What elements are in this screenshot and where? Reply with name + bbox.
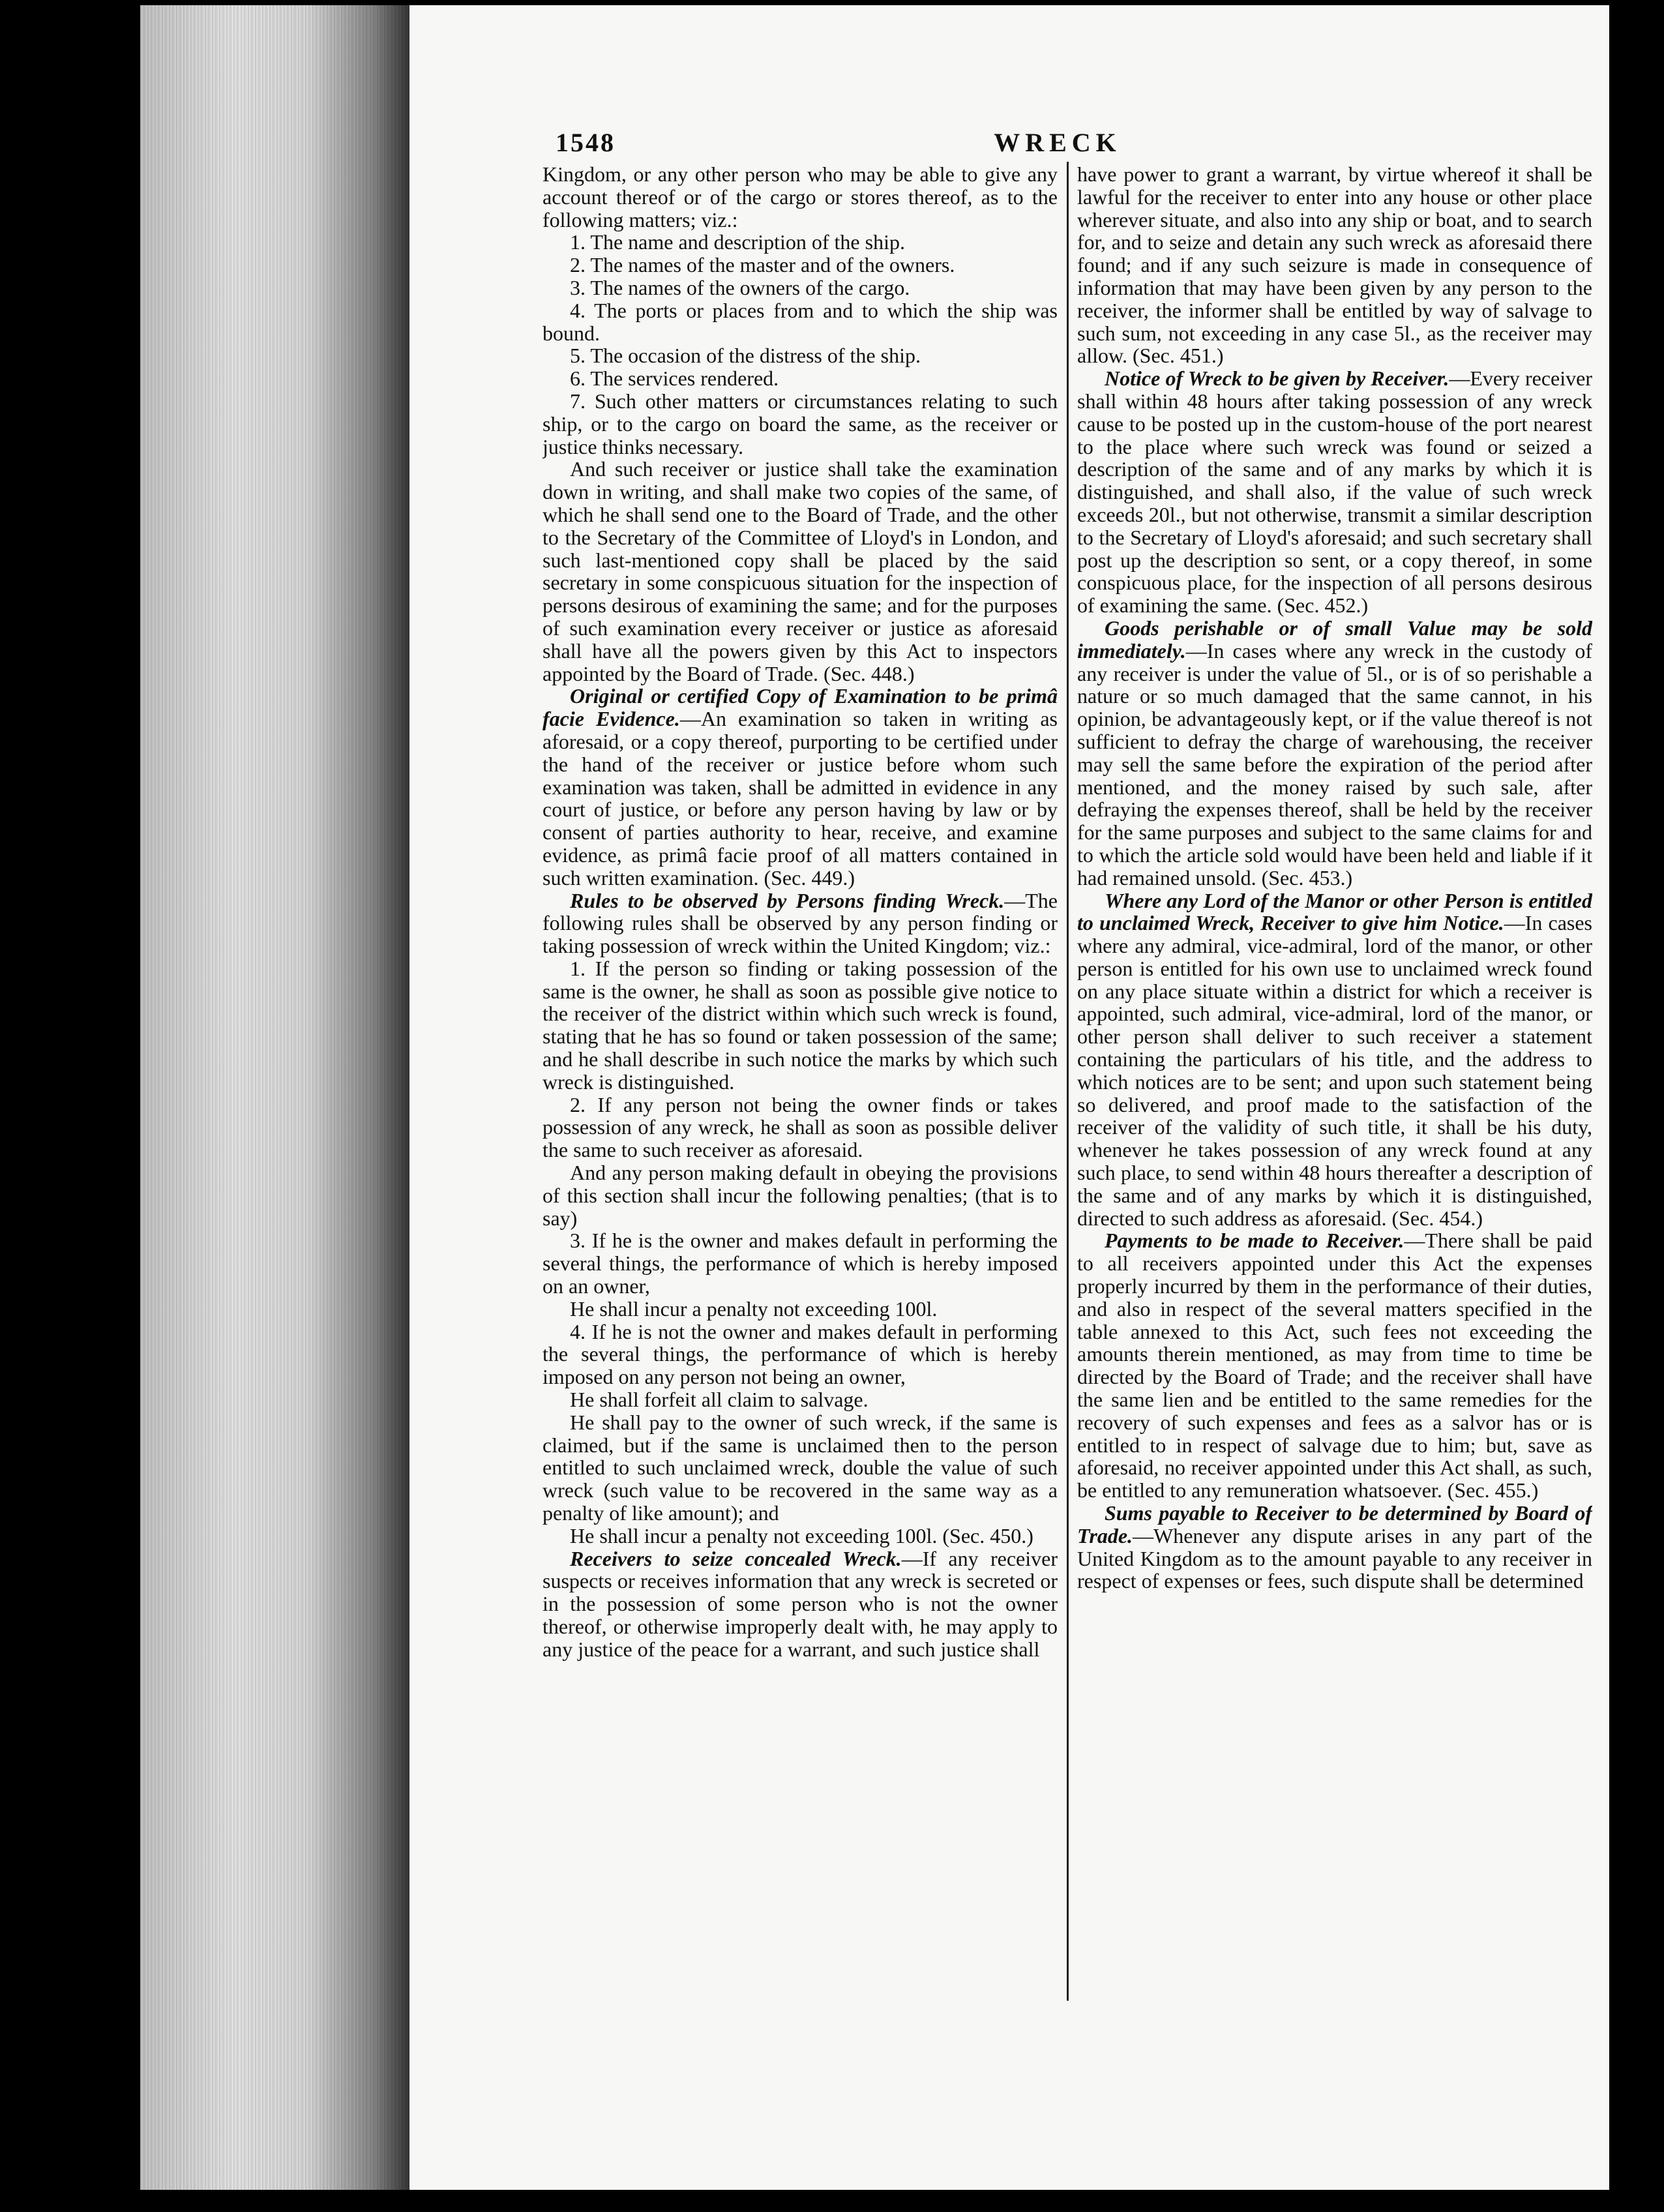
paragraph-text: have power to grant a warrant, by virtue whereof it shall be lawful for the receiver to enter into any house or other place wherever situate, and also into any ship or boat, and to search for, and to seize and detain any such wreck as aforesaid there found; and if any such seizure is made in consequence of information that may have been given by any person to the receiver, the informer shall be entitled by way of salvage to such sum, not exceeding in any case 5l., as the receiver may allow. (Sec. 451.) — [1077, 163, 1592, 368]
section-heading: Notice of Wreck to be given by Receiver. — [1105, 366, 1449, 391]
paragraph-text: 2. The names of the master and of the owners. — [570, 253, 955, 277]
paragraph-text: 3. The names of the owners of the cargo. — [570, 275, 910, 299]
paragraph-text: 4. If he is not the owner and makes default in performing the several things, the performance of which is hereby imposed on any person not being an owner, — [542, 1319, 1058, 1389]
column-divider — [1067, 162, 1069, 2001]
paragraph-text: Kingdom, or any other person who may be able to give any account thereof or of the cargo or stores thereof, as to the following matters; viz.: — [542, 163, 1058, 232]
scan-border — [1609, 0, 1664, 2212]
paragraph — [542, 1161, 1058, 1229]
paragraph-text: —There shall be paid to all receivers appointed under this Act the expenses properly incurred by them in the performance of their duties, and also in respect of the several matters specified in the table annexed to this Act, such fees not exceeding the amounts therein mentioned, as may from time to time be directed by the Board of Trade; and the receiver shall have the same lien and be entitled to the same remedies for the recovery of such expenses and fees as a salvor has or is entitled to in respect of salvage due to him; but, save as aforesaid, no receiver appointed under this Act shall, as such, be entitled to any remuneration whatsoever. (Sec. 455.) — [1077, 1229, 1592, 1502]
paragraph-text: 3. If he is the owner and makes default in performing the several things, the performance of which is hereby imposed on an owner, — [542, 1229, 1058, 1298]
page-number: 1548 — [556, 128, 616, 157]
paragraph — [1077, 617, 1592, 889]
paragraph-text: —Whenever any dispute arises in any part of the United Kingdom as to the amount payable to any receiver in respect of expenses or fees, such dispute shall be determined — [1077, 1523, 1592, 1593]
paragraph — [542, 276, 1058, 299]
book-spine-fore-edge — [140, 5, 411, 2190]
paragraph-text: He shall forfeit all claim to salvage. — [570, 1388, 869, 1412]
paragraph — [542, 299, 1058, 345]
paragraph — [542, 367, 1058, 390]
paragraph — [542, 889, 1058, 957]
paragraph-text: —Every receiver shall within 48 hours after taking possession of any wreck cause to be posted up in the custom-house of the port nearest to the place where such wreck was found or seized a description of the same and of any marks by which it is distinguished, and shall also, if the value of such wreck exceeds 20l., but not otherwise, transmit a similar description to the Secretary of Lloyd's aforesaid; and such secretary shall post up the description so sent, or a copy thereof, in some conspicuous place, for the inspection of all persons desirous of examining the same. (Sec. 452.) — [1077, 366, 1592, 618]
section-heading: Payments to be made to Receiver. — [1105, 1229, 1404, 1253]
paragraph — [542, 458, 1058, 685]
paragraph — [542, 1411, 1058, 1525]
paragraph-text: —In cases where any wreck in the custody of any receiver is under the value of 5l., or is of so perishable a nature or so much damaged that the same cannot, in his opinion, be advantageously kept, or if the value thereof is not sufficient to defray the charge of warehousing, the receiver may sell the same before the expiration of the period after mentioned, and the money raised by such sale, after defraying the expenses thereof, shall be held by the receiver for the same purposes and subject to the same claims for and to which the article sold would have been held and liable if it had remained unsold. (Sec. 453.) — [1077, 638, 1592, 889]
paragraph — [542, 344, 1058, 367]
paragraph — [1077, 1229, 1592, 1502]
paragraph — [1077, 1502, 1592, 1592]
paragraph — [542, 1388, 1058, 1411]
paragraph — [542, 1229, 1058, 1297]
paragraph — [542, 957, 1058, 1094]
paragraph-text: 1. If the person so finding or taking possession of the same is the owner, he shall as soon as possible give notice to the receiver of the district within which such wreck is found, stating that he has so found or taken possession of the same; and he shall describe in such notice the marks by which such wreck is distinguished. — [542, 956, 1058, 1094]
paragraph — [542, 685, 1058, 889]
paragraph-text: —An examination so taken in writing as aforesaid, or a copy thereof, purporting to be certified under the hand of the receiver or justice before whom such examination was taken, shall be admitted in evidence in any court of justice, or before any person having by law or by consent of parties authority to hear, receive, and examine evidence, as primâ facie proof of all matters contained in such written examination. (Sec. 449.) — [542, 707, 1058, 889]
paragraph-text: And any person making default in obeying the provisions of this section shall incur the following penalties; (that is to say) — [542, 1161, 1058, 1230]
section-heading: Receivers to seize concealed Wreck. — [570, 1546, 902, 1570]
left-column — [542, 163, 1058, 1995]
section-heading: Where any Lord of the Manor or other Person is entitled to unclaimed Wreck, Receiver to give him Notice. — [1077, 888, 1592, 935]
paragraph — [542, 1298, 1058, 1321]
paragraph-text: He shall pay to the owner of such wreck, if the same is claimed, but if the same is unclaimed then to the person entitled to such unclaimed wreck, double the value of such wreck (such value to be recovered in the same way as a penalty of like amount); and — [542, 1410, 1058, 1525]
paragraph — [542, 1525, 1058, 1547]
paragraph-text: —The following rules shall be observed by any person finding or taking possession of wreck within the United Kingdom; viz.: — [542, 888, 1058, 958]
paragraph — [1077, 163, 1592, 367]
paragraph-text: 7. Such other matters or circumstances relating to such ship, or to the cargo on board the same, as the receiver or justice thinks necessary. — [542, 389, 1058, 458]
paragraph — [542, 1547, 1058, 1661]
section-heading: Original or certified Copy of Examination to be primâ facie Evidence. — [542, 684, 1058, 731]
paragraph — [542, 163, 1058, 231]
section-heading: Rules to be observed by Persons finding Wreck. — [570, 888, 1005, 912]
paragraph — [542, 390, 1058, 458]
paragraph — [542, 231, 1058, 254]
paragraph-text: 5. The occasion of the distress of the ship. — [570, 344, 921, 368]
paragraph-text: And such receiver or justice shall take the examination down in writing, and shall make two copies of the same, of which he shall send one to the Board of Trade, and the other to the Secretary of the Committee of Lloyd's in London, and such last-mentioned copy shall be placed by the said secretary in some conspicuous situation for the inspection of persons desirous of examining the same; and for the purposes of such examination every receiver or justice as aforesaid shall have all the powers given by this Act to inspectors appointed by the Board of Trade. (Sec. 448.) — [542, 457, 1058, 685]
paragraph-text: He shall incur a penalty not exceeding 100l. (Sec. 450.) — [570, 1523, 1033, 1547]
paragraph-text: —If any receiver suspects or receives information that any wreck is secreted or in the possession of some person who is not the owner thereof, or otherwise improperly dealt with, he may apply to any justice of the peace for a warrant, and such justice shall — [542, 1546, 1058, 1661]
paragraph — [1077, 367, 1592, 617]
running-head: WRECK — [994, 128, 1122, 157]
paragraph — [542, 1094, 1058, 1161]
paragraph — [542, 254, 1058, 276]
right-column — [1077, 163, 1592, 1995]
paragraph — [1077, 889, 1592, 1230]
paragraph-text: —In cases where any admiral, vice-admiral, lord of the manor, or other person is entitled for his own use to unclaimed wreck found on any place situate within a district for which a receiver is appointed, such admiral, vice-admiral, lord of the manor, or other person shall deliver to such receiver a statement containing the particulars of his title, and the address to which notices are to be sent; and upon such statement being so delivered, and proof made to the satisfaction of the receiver of the validity of such title, it shall be his duty, whenever he takes possession of any wreck found at any such place, to send within 48 hours thereafter a description of the same and of any marks by which it is distinguished, directed to such address as aforesaid. (Sec. 454.) — [1077, 911, 1592, 1230]
paragraph-text: 6. The services rendered. — [570, 366, 779, 391]
section-heading: Sums payable to Receiver to be determined by Board of Trade. — [1077, 1501, 1592, 1547]
paragraph-text: 2. If any person not being the owner finds or takes possession of any wreck, he shall as soon as possible deliver the same to such receiver as aforesaid. — [542, 1092, 1058, 1162]
section-heading: Goods perishable or of small Value may be sold immediately. — [1077, 616, 1592, 663]
paragraph-text: 4. The ports or places from and to which the ship was bound. — [542, 298, 1058, 345]
paragraph-text: 1. The name and description of the ship. — [570, 230, 905, 254]
paragraph-text: He shall incur a penalty not exceeding 100l. — [570, 1296, 938, 1321]
paragraph — [542, 1321, 1058, 1388]
page-header — [556, 127, 1560, 164]
